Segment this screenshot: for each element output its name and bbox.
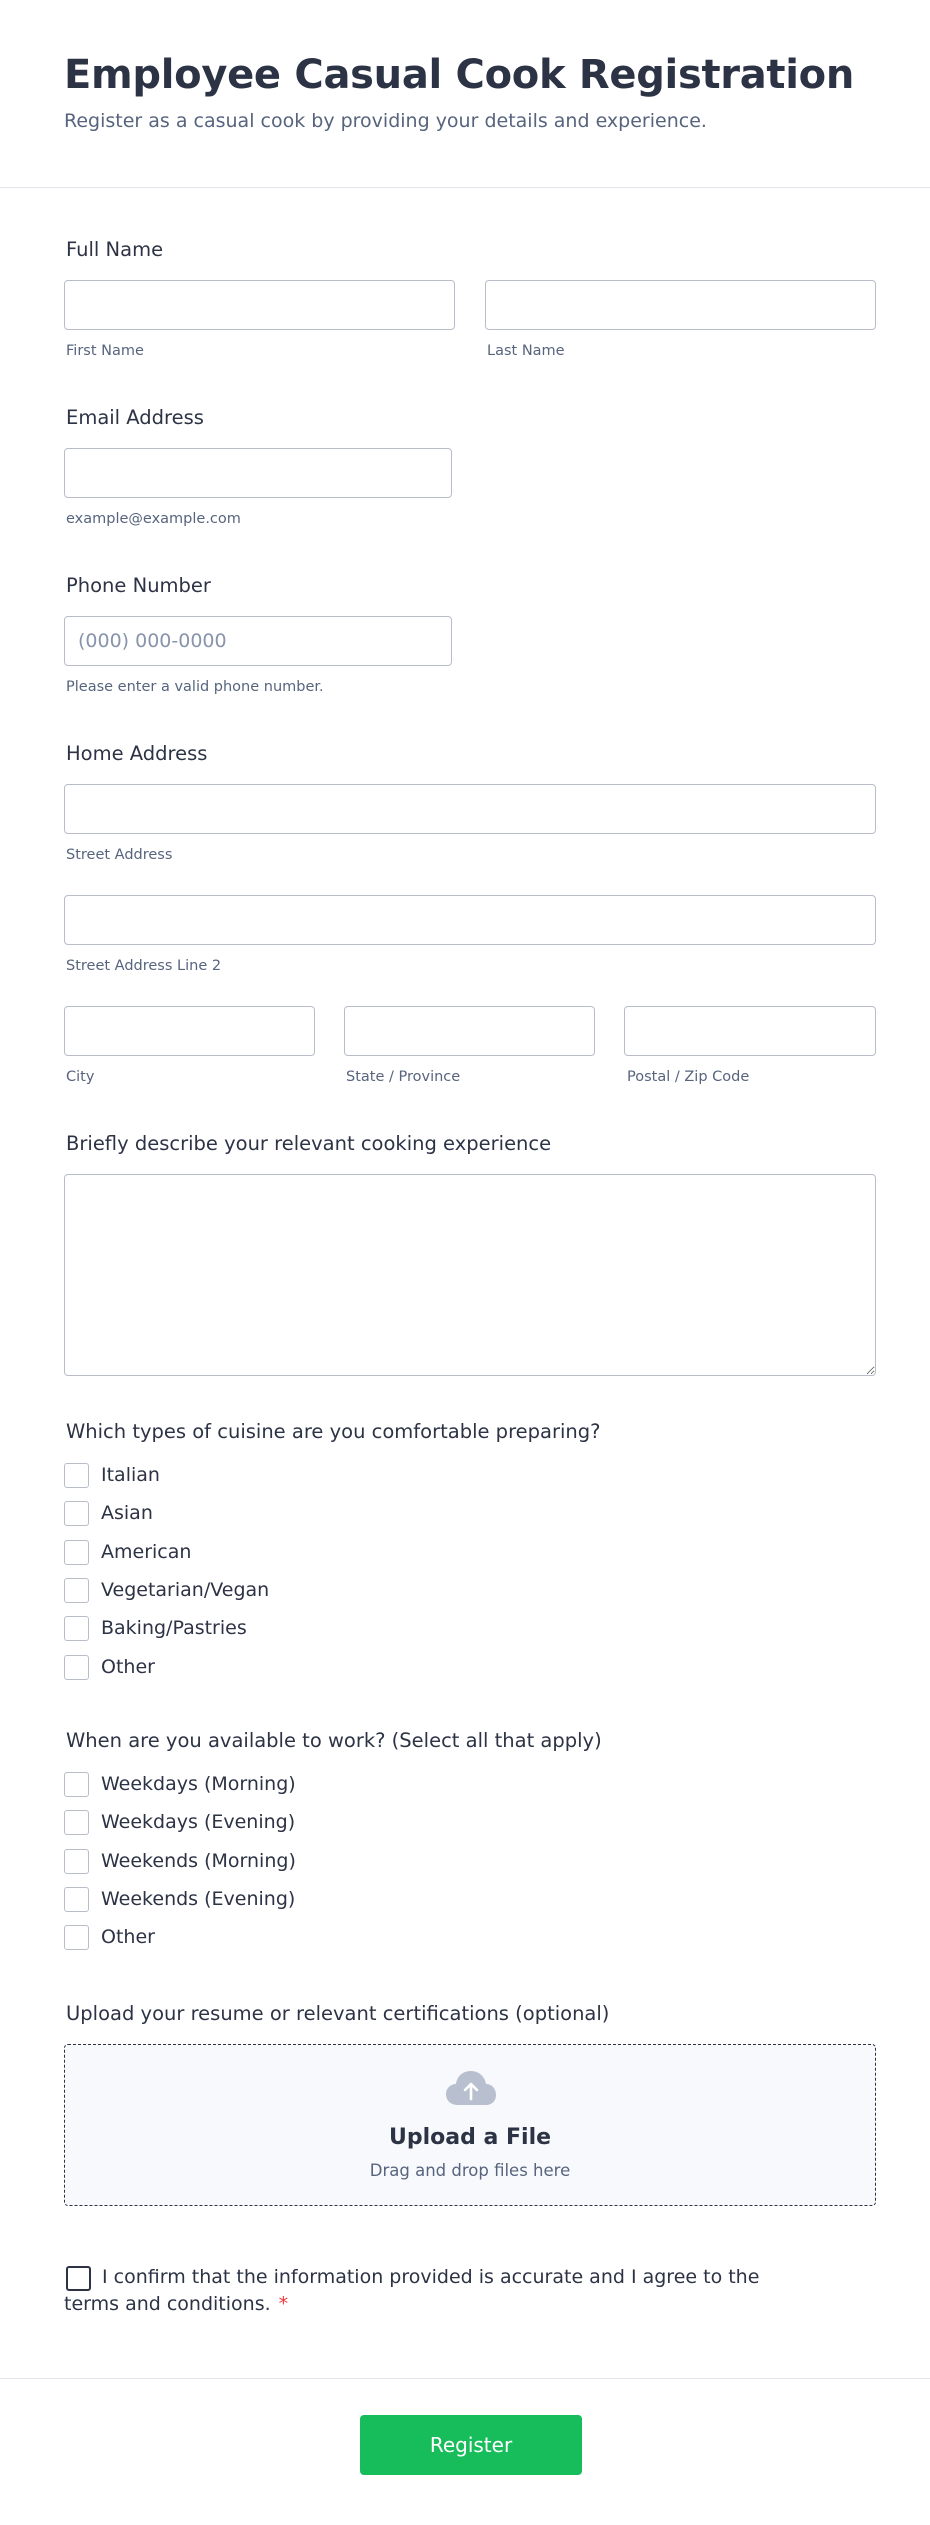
email-hint: example@example.com [66, 511, 241, 527]
availability-option-weekends-evening[interactable] [64, 1886, 295, 1912]
file-upload-dropzone[interactable] [64, 2044, 876, 2206]
cuisine-option-baking[interactable] [64, 1615, 247, 1641]
checkbox[interactable] [64, 1925, 89, 1950]
checkbox-label: Vegetarian/Vegan [101, 1579, 270, 1601]
cuisine-option-italian[interactable] [64, 1462, 160, 1488]
first-name-sublabel: First Name [66, 343, 144, 359]
checkbox-label: Asian [101, 1502, 153, 1524]
cuisine-label: Which types of cuisine are you comfortable preparing? [66, 1420, 601, 1443]
availability-option-weekends-morning[interactable] [64, 1848, 296, 1874]
street-address-input[interactable] [64, 784, 876, 834]
experience-textarea[interactable] [64, 1174, 876, 1376]
zip-sublabel: Postal / Zip Code [627, 1069, 750, 1085]
full-name-label: Full Name [66, 238, 164, 261]
checkbox[interactable] [64, 1887, 89, 1912]
last-name-input[interactable] [485, 280, 876, 330]
checkbox-label: Other [101, 1926, 155, 1948]
checkbox[interactable] [64, 1578, 89, 1603]
first-name-input[interactable] [64, 280, 455, 330]
checkbox[interactable] [64, 1655, 89, 1680]
street-address-line2-sublabel: Street Address Line 2 [66, 958, 222, 974]
zip-input[interactable] [624, 1006, 876, 1056]
required-asterisk: * [278, 2293, 289, 2315]
form-header [0, 0, 930, 188]
phone-hint: Please enter a valid phone number. [66, 679, 324, 695]
terms-text: I confirm that the information provided is accurate and I agree to the terms and conditions. [64, 2266, 760, 2315]
checkbox[interactable] [64, 1772, 89, 1797]
upload-title: Upload a File [388, 2125, 552, 2150]
phone-label: Phone Number [66, 574, 211, 597]
email-input[interactable] [64, 448, 452, 498]
checkbox-label: Italian [101, 1464, 160, 1486]
register-button[interactable]: Register [360, 2415, 582, 2475]
page-title: Employee Casual Cook Registration [64, 52, 855, 98]
upload-hint: Drag and drop files here [369, 2161, 571, 2180]
checkbox-label: Weekends (Morning) [101, 1850, 296, 1872]
form-footer [0, 2378, 930, 2525]
availability-option-other[interactable] [64, 1924, 155, 1950]
cloud-upload-icon [445, 2069, 497, 2107]
street-address-line2-input[interactable] [64, 895, 876, 945]
checkbox-label: American [101, 1541, 192, 1563]
checkbox-label: Weekends (Evening) [101, 1888, 296, 1910]
checkbox-label: Weekdays (Morning) [101, 1773, 296, 1795]
checkbox-label: Other [101, 1656, 155, 1678]
street-address-sublabel: Street Address [66, 847, 173, 863]
upload-label: Upload your resume or relevant certifications (optional) [66, 2002, 610, 2025]
state-sublabel: State / Province [346, 1069, 461, 1085]
city-sublabel: City [66, 1069, 95, 1085]
checkbox-label: Baking/Pastries [101, 1617, 247, 1639]
home-address-label: Home Address [66, 742, 208, 765]
phone-input[interactable] [64, 616, 452, 666]
terms-label [64, 2264, 784, 2318]
cuisine-option-american[interactable] [64, 1539, 191, 1565]
state-input[interactable] [344, 1006, 595, 1056]
city-input[interactable] [64, 1006, 315, 1056]
checkbox[interactable] [64, 1501, 89, 1526]
cuisine-option-vegetarian[interactable] [64, 1577, 269, 1603]
checkbox[interactable] [64, 1849, 89, 1874]
experience-label: Briefly describe your relevant cooking experience [66, 1132, 552, 1155]
availability-label: When are you available to work? (Select all that apply) [66, 1729, 602, 1752]
availability-option-weekdays-morning[interactable] [64, 1771, 296, 1797]
checkbox[interactable] [64, 1810, 89, 1835]
page-subtitle: Register as a casual cook by providing your details and experience. [64, 110, 707, 132]
checkbox[interactable] [64, 1463, 89, 1488]
availability-option-weekdays-evening[interactable] [64, 1809, 295, 1835]
cuisine-option-other[interactable] [64, 1654, 155, 1680]
checkbox[interactable] [64, 1616, 89, 1641]
checkbox[interactable] [64, 1540, 89, 1565]
last-name-sublabel: Last Name [487, 343, 565, 359]
cuisine-option-asian[interactable] [64, 1500, 153, 1526]
email-label: Email Address [66, 406, 204, 429]
checkbox-label: Weekdays (Evening) [101, 1811, 296, 1833]
